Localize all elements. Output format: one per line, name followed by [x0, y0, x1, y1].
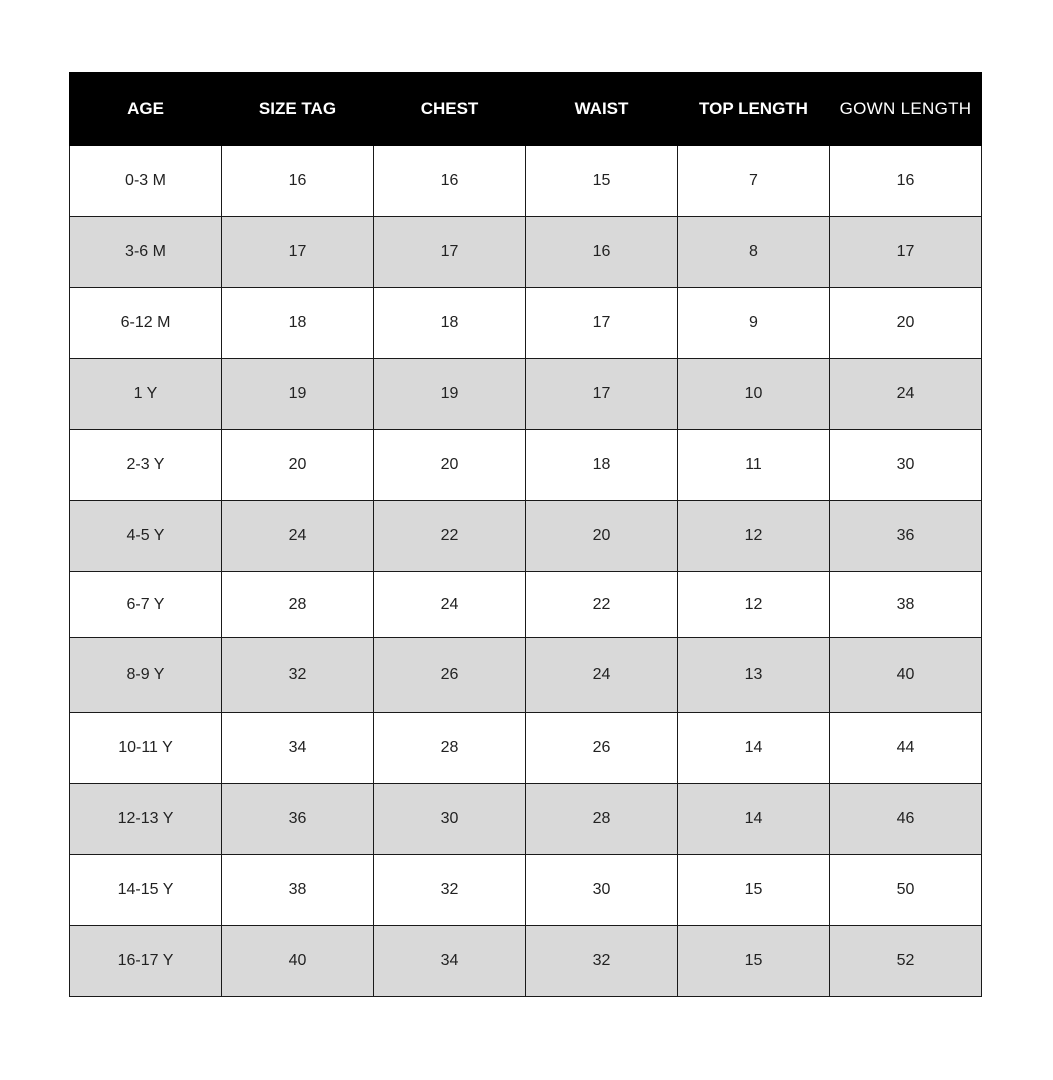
cell-top-length: 13	[678, 638, 830, 713]
cell-age: 6-7 Y	[70, 572, 222, 638]
cell-chest: 16	[374, 146, 526, 217]
cell-gown-length: 40	[830, 638, 982, 713]
cell-gown-length: 17	[830, 217, 982, 288]
cell-top-length: 11	[678, 430, 830, 501]
cell-top-length: 7	[678, 146, 830, 217]
header-chest: CHEST	[374, 73, 526, 146]
cell-waist: 15	[526, 146, 678, 217]
table-row	[70, 855, 982, 926]
cell-top-length: 15	[678, 855, 830, 926]
table-row	[70, 501, 982, 572]
cell-age: 14-15 Y	[70, 855, 222, 926]
cell-gown-length: 38	[830, 572, 982, 638]
header-top-length: TOP LENGTH	[678, 73, 830, 146]
cell-size-tag: 34	[222, 713, 374, 784]
cell-size-tag: 20	[222, 430, 374, 501]
cell-top-length: 15	[678, 926, 830, 997]
cell-chest: 17	[374, 217, 526, 288]
table-row	[70, 359, 982, 430]
table-row	[70, 217, 982, 288]
table-row	[70, 713, 982, 784]
cell-age: 8-9 Y	[70, 638, 222, 713]
cell-waist: 22	[526, 572, 678, 638]
cell-chest: 28	[374, 713, 526, 784]
cell-size-tag: 24	[222, 501, 374, 572]
table-row	[70, 784, 982, 855]
cell-size-tag: 32	[222, 638, 374, 713]
cell-waist: 16	[526, 217, 678, 288]
cell-gown-length: 52	[830, 926, 982, 997]
cell-age: 4-5 Y	[70, 501, 222, 572]
cell-waist: 30	[526, 855, 678, 926]
cell-age: 1 Y	[70, 359, 222, 430]
table-row	[70, 926, 982, 997]
table-row	[70, 430, 982, 501]
cell-waist: 17	[526, 359, 678, 430]
cell-top-length: 14	[678, 784, 830, 855]
size-chart-table	[69, 72, 982, 997]
cell-chest: 19	[374, 359, 526, 430]
cell-chest: 32	[374, 855, 526, 926]
cell-size-tag: 40	[222, 926, 374, 997]
cell-waist: 32	[526, 926, 678, 997]
cell-gown-length: 16	[830, 146, 982, 217]
cell-age: 6-12 M	[70, 288, 222, 359]
header-gown-length: GOWN LENGTH	[830, 73, 982, 146]
cell-size-tag: 19	[222, 359, 374, 430]
cell-age: 12-13 Y	[70, 784, 222, 855]
cell-age: 3-6 M	[70, 217, 222, 288]
cell-chest: 22	[374, 501, 526, 572]
table-row	[70, 638, 982, 713]
cell-top-length: 9	[678, 288, 830, 359]
header-row	[70, 73, 982, 146]
cell-waist: 24	[526, 638, 678, 713]
cell-chest: 26	[374, 638, 526, 713]
cell-waist: 28	[526, 784, 678, 855]
cell-gown-length: 50	[830, 855, 982, 926]
cell-size-tag: 17	[222, 217, 374, 288]
cell-age: 10-11 Y	[70, 713, 222, 784]
cell-size-tag: 28	[222, 572, 374, 638]
cell-gown-length: 46	[830, 784, 982, 855]
table-row	[70, 572, 982, 638]
header-size-tag: SIZE TAG	[222, 73, 374, 146]
cell-size-tag: 18	[222, 288, 374, 359]
cell-chest: 30	[374, 784, 526, 855]
cell-gown-length: 44	[830, 713, 982, 784]
table-row	[70, 288, 982, 359]
cell-age: 0-3 M	[70, 146, 222, 217]
cell-gown-length: 36	[830, 501, 982, 572]
table-header	[70, 73, 982, 146]
cell-top-length: 8	[678, 217, 830, 288]
cell-chest: 34	[374, 926, 526, 997]
cell-gown-length: 20	[830, 288, 982, 359]
cell-waist: 17	[526, 288, 678, 359]
cell-waist: 26	[526, 713, 678, 784]
cell-gown-length: 30	[830, 430, 982, 501]
cell-age: 16-17 Y	[70, 926, 222, 997]
header-waist: WAIST	[526, 73, 678, 146]
header-age: AGE	[70, 73, 222, 146]
cell-gown-length: 24	[830, 359, 982, 430]
table-row	[70, 146, 982, 217]
cell-chest: 24	[374, 572, 526, 638]
cell-waist: 20	[526, 501, 678, 572]
cell-top-length: 10	[678, 359, 830, 430]
cell-size-tag: 36	[222, 784, 374, 855]
cell-chest: 20	[374, 430, 526, 501]
cell-waist: 18	[526, 430, 678, 501]
cell-age: 2-3 Y	[70, 430, 222, 501]
cell-chest: 18	[374, 288, 526, 359]
cell-top-length: 12	[678, 572, 830, 638]
table-body	[70, 146, 982, 997]
cell-top-length: 12	[678, 501, 830, 572]
cell-size-tag: 38	[222, 855, 374, 926]
cell-top-length: 14	[678, 713, 830, 784]
cell-size-tag: 16	[222, 146, 374, 217]
